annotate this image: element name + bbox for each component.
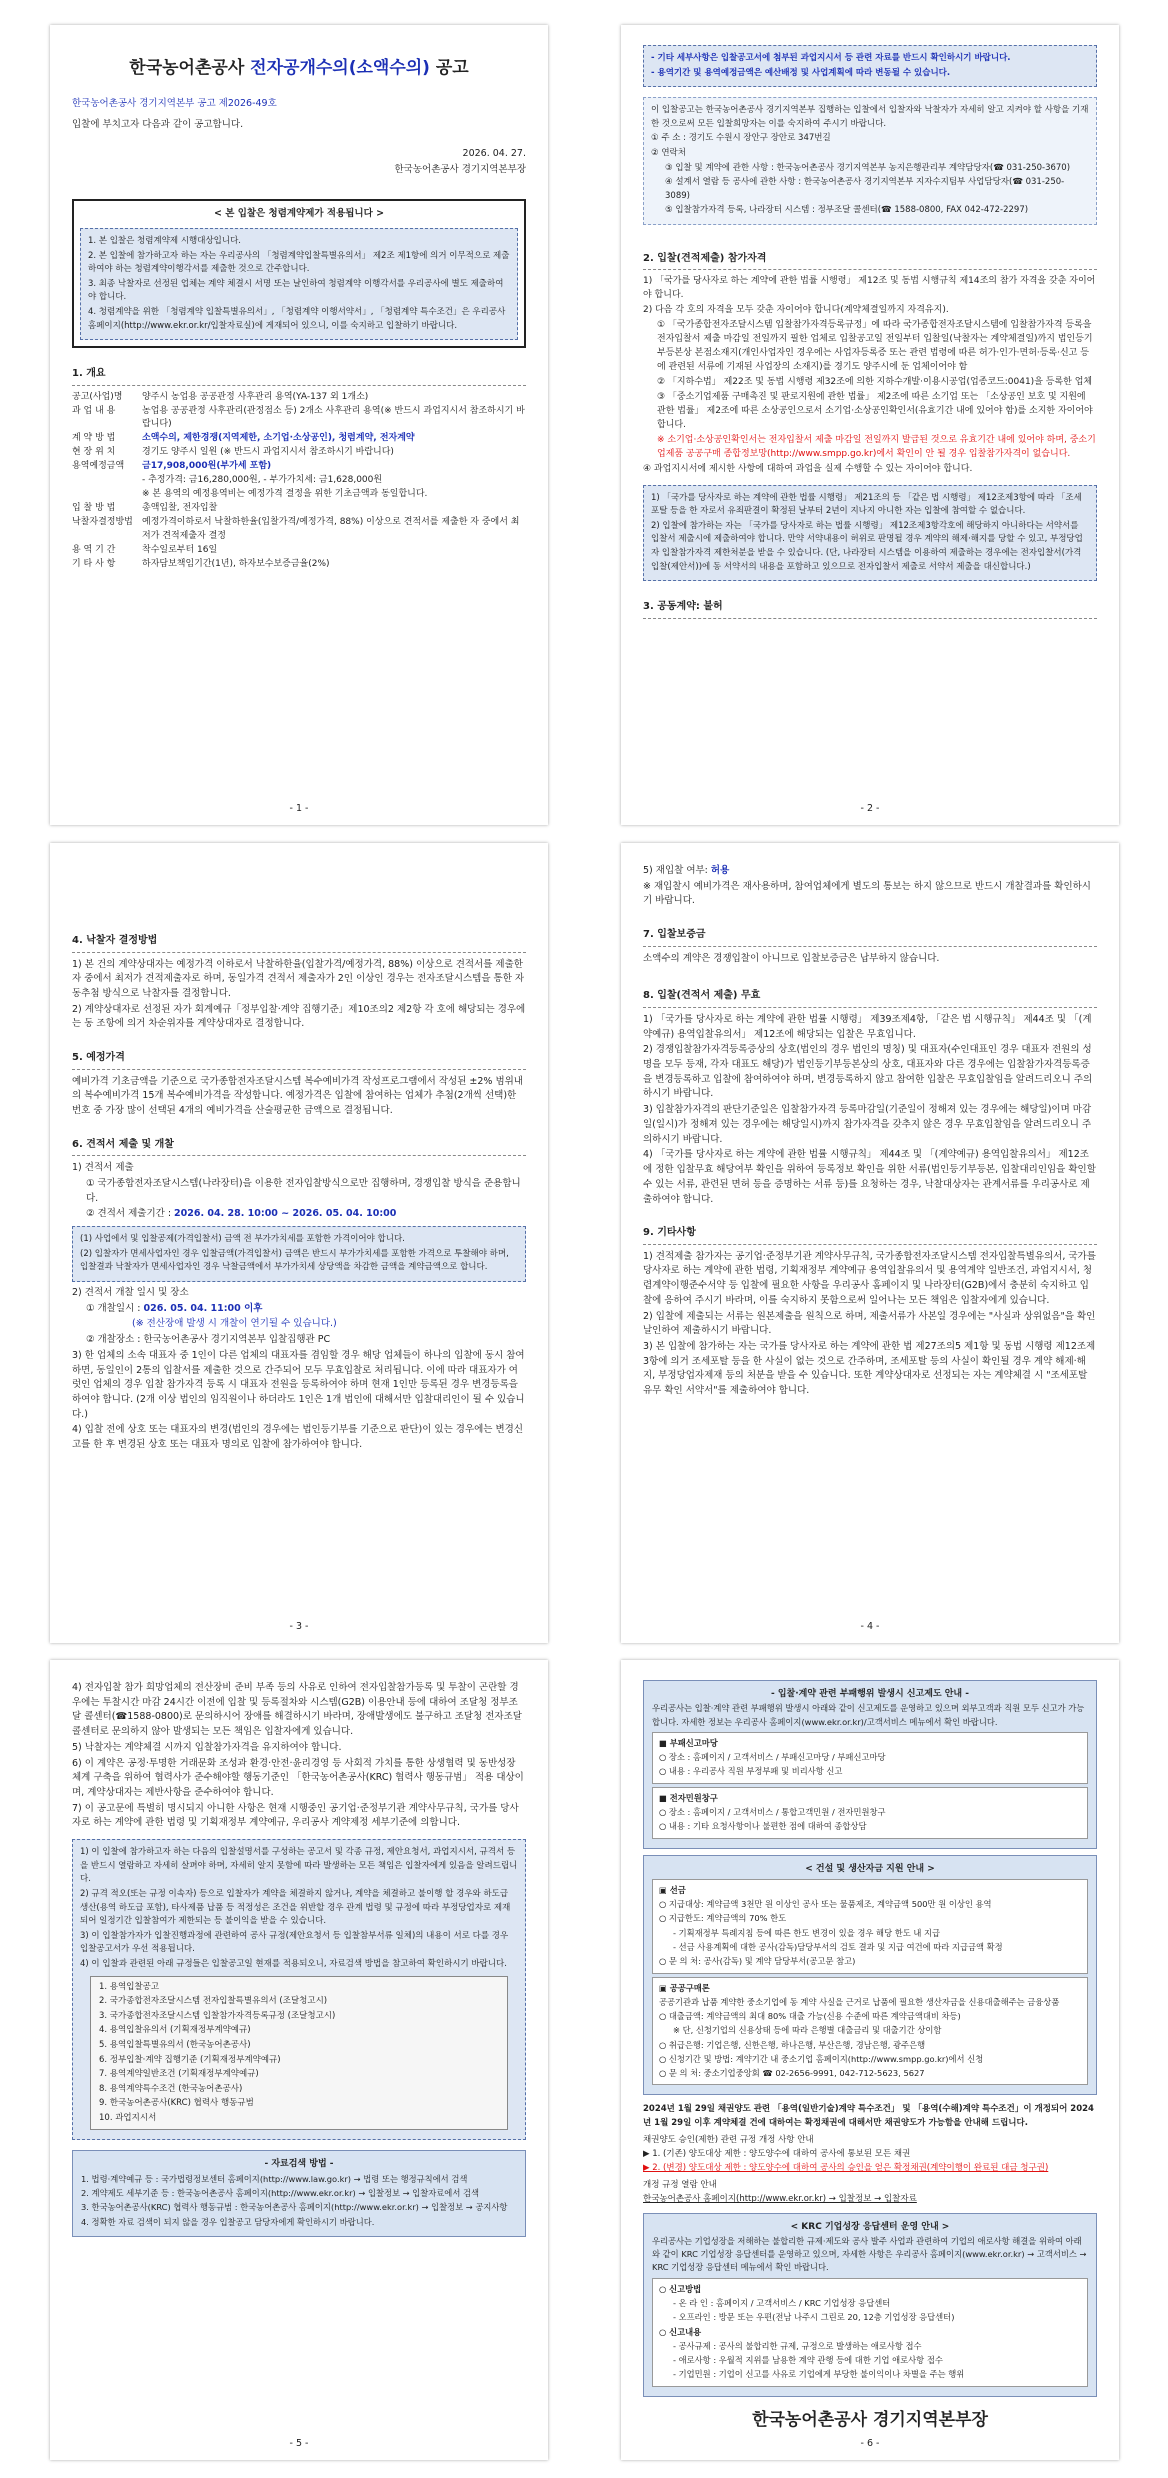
divider [643,1244,1097,1245]
qualification-item: ③ 「중소기업제품 구매촉진 및 판로지원에 관한 법률」 제2조에 따른 소기업 또는 「소상공인 보호 및 지원에 관한 법률」 제2조에 따른 소상공인으로서 소기업·소상공인확인서(유효기간 내에 있어야 함)를 소지한 자이어야 합니다. [657,391,1093,430]
invalid-item: 2) 경쟁입찰참가자격등록증상의 상호(법인의 경우 법인의 명칭) 및 대표자(수인대표인 경우 대표자 전원의 성명을 모두 등재, 각자 대표도 해당)가 법인등기부등본상의 상호, 대표자와 다른 경우에는 입찰참가자격등록증을 변경등록하고 입찰에 참여하여야 하며, 변경등록하지 않고 참여한 입찰은 무효입찰임을 알려드리오니 주의하시기 바랍니다. [643,1044,1093,1100]
growth-details [652,2278,1088,2387]
field-row [72,558,526,572]
field-row [72,391,526,405]
section-heading: 1. 개요 [72,368,106,380]
page-3 [50,843,548,1643]
title-end: 공고 [429,58,469,78]
qualification-item: ② 「지하수법」 제22조 및 동법 시행령 제32조에 의한 지하수개발·이용시공업(업종코드:0041)을 등록한 업체 [657,377,1093,387]
qualification-item: 2) 다음 각 호의 자격을 모두 갖춘 자이어야 합니다(계약체결일까지 자격유지). [643,305,949,316]
contact-item: ② 연락처 [651,147,686,158]
growth-item: - 온 라 인 : 홈페이지 / 고객서비스 / KRC 기업성장 응답센터 [673,2298,891,2309]
divider [72,1069,526,1070]
field-label: 입 찰 방 법 [72,503,116,514]
misc-item: 3) 본 입찰에 참가하는 자는 국가를 당사자로 하는 계약에 관한 법 제27조의5 제1항 및 동법 시행령 제12조제3항에 의거 조세포탈 등을 한 사실이 없는 것으로 간주하며, 조세포탈 등의 사실이 확인될 경우 계약 해제·해지, 부정당업자제재 등의 처분을 받을 수 있습니다. 또한 계약상대자로 선정되는 자는 계약체결 시 "조세포탈 유무 확인 서약서"를 제출하여야 합니다. [643,1341,1096,1397]
award-item: 1) 본 건의 계약상대자는 예정가격 이하로서 낙찰하한율(입찰가격/예정가격, 88%) 이상으로 견적서를 제출한 자 중에서 최저가 견적제출자로 하며, 동일가격 견적서 제출자가 2인 이상인 경우는 전자조달시스템을 통한 자동추첨 방식으로 낙찰자를 결정합니다. [72,958,525,999]
integrity-caption: < 본 입찰은 청렴계약제가 적용됩니다 > [213,208,385,220]
field-row [72,460,526,474]
invalid-item: 4) 「국가를 당사자로 하는 계약에 관한 법률 시행규칙」 제44조 및 「(계약예규) 용역입찰유의서」 제12조에 정한 입찰무효 해당여부 확인을 위하여 등록정보 확인을 위한 서류(법인등기부등본, 입찰대리인임을 확인할 수 있는 서류, 관련된 면허 등을 증명하는 서류 등)를 요청하는 경우, 낙찰대상자는 관계서류를 우리공사로 제출하여야 합니다. [643,1149,1096,1205]
field-row [72,432,526,446]
divider [72,385,526,386]
submission-period [72,1207,526,1222]
opening-time [72,1302,526,1317]
field-row [72,405,526,433]
field-row [72,544,526,558]
advance-item: - 선금 사용계획에 대한 공사(감독)담당부서의 검토 결과 및 지급 여건에 따라 지급금액 확정 [673,1941,1003,1952]
field-value: 총액입찰, 전자입찰 [142,503,218,514]
rebid-value: 허용 [710,865,730,876]
rule-item: 1. 용역입찰공고 [99,1981,160,1992]
page-number: - 4 - [860,1621,880,1633]
page-4 [621,843,1119,1643]
opening-heading: 2) 견적서 개찰 일시 및 장소 [72,1286,189,1298]
advance-item: - 기획재정부 특례지침 등에 따른 한도 변경이 있을 경우 해당 한도 내 지급 [673,1927,941,1938]
growth-item: - 오프라인 : 방문 또는 우편(전남 나주시 그린로 20, 12층 기업성장 응답센터) [673,2312,955,2323]
growth-intro: 우리공사는 기업성장을 저해하는 불합리한 규제·제도와 공사 발주 사업과 관련하여 기업의 애로사항 해결을 위하여 아래와 같이 KRC 기업성장 응답센터를 운영하고 있으며, 자세한 사항은 우리공사 홈페이지(www.ekr.or.kr) → 고객서비스 → KRC 기업성장 응답센터 메뉴에서 확인 바랍니다. [652,2235,1087,2273]
misc-item: 6) 이 계약은 공정·투명한 거래문화 조성과 환경·안전·윤리경영 등 사회적 가치를 통한 상생협력 및 동반성장 체계 구축을 위하여 협력사가 준수해야할 행동기준인 「한국농어촌공사(KRC) 협력사 행동규범」 적용 대상이며, 계약상대자는 제반사항을 준수하여야 합니다. [72,1757,524,1799]
page-6 [621,1660,1119,2460]
qualification-item: ① 「국가종합전자조달시스템 입찰참가자격등록규정」에 따라 국가종합전자조달시스템에 입찰참가자격 등록을 전자입찰서 제출 마감일 전일까지 필한 업체로 입찰공고일 전일부터 입찰일(낙찰자는 계약체결일)까지 법인등기부등본상 본점소재지(개인사업자인 경우에는 사업자등록증 또는 관련 법령에 따른 허가·인가·면허·등록·신고 등에 관련된 서류에 기재된 사업장의 소재지)를 경기도 양주시에 둔 업체이어야 함 [657,320,1093,373]
rule-item: 2. 국가종합전자조달시스템 전자입찰특별유의서 (조달청고시) [99,1996,328,2007]
field-label: 기 타 사 항 [72,558,116,569]
integrity-item: 1. 본 입찰은 청렴계약제 시행대상입니다. [88,235,241,246]
field-value: 금17,908,000원(부가세 포함) [142,461,272,472]
divider [72,952,526,953]
rules-list [90,1976,508,2131]
contact-item: ① 주 소 : 경기도 수원시 장안구 장안로 347번길 [651,133,831,144]
assignment-line: 채권양도 승인(제한) 관련 규정 개정 사항 안내 [643,2134,814,2145]
notice-title [72,55,526,81]
rule-item: 8. 용역계약특수조건 (한국농어촌공사) [99,2083,243,2094]
opening-note: (※ 전산장애 발생 시 개찰이 연기될 수 있습니다.) [132,1318,337,1330]
contact-item: ③ 입찰 및 계약에 관한 사항 : 한국농어촌공사 경기지역본부 농지은행관리부 계약담당자(☎ 031-250-3670) [665,162,1071,173]
field-label: 용 역 기 간 [72,544,116,555]
field-value: 착수일로부터 16일 [142,544,218,555]
rule-item: 5. 용역입찰특별유의서 (한국농어촌공사) [99,2039,251,2050]
tax-item: 1) 「국가를 당사자로 하는 계약에 관한 법률 시행령」 제21조의 등 「같은 법 시행령」 제12조제3항에 따라 「조세포탈 등을 한 자로서 유죄판결이 확정된 날부터 2년이 지나지 아니한 자는 입찰에 참여할 수 없습니다. [651,492,1082,517]
growth-item: - 기업민원 : 기업이 신고를 사유로 기업에게 부당한 불이익이나 차별을 주는 행위 [673,2369,965,2380]
invalid-item: 3) 입찰참가자격의 판단기준일은 입찰참가자격 등록마감일(기준일이 정해져 있는 경우에는 해당일)이며 마감일(일시)가 정해져 있는 경우에는 해당일시)까지 참가자격을 갖추지 않은 경우 무효입찰임을 알려드리오니 주의하시기 바랍니다. [643,1104,1092,1145]
tax-item: 2) 입찰에 참가하는 자는 「국가를 당사자로 하는 법률 시행령」 제12조제3항각호에 해당하지 아니하다는 서약서를 입찰서 제출시에 제출하여야 합니다. 만약 서약내용이 허위로 판명될 경우 계약의 해제·해지를 당할 수 있고, 부정당업자 입찰참가자격 제한처분을 받을 수 있습니다. (단, 나라장터 시스템을 이용하여 제출하는 경우에는 전자입찰서(가격입찰(제안서))에 동 서약서의 내용을 포함하고 있으므로 전자입찰서 제출로 서약서 제출을 대신합니다.) [651,520,1083,572]
field-row [72,516,526,544]
deposit-text: 소액수의 계약은 경쟁입찰이 아니므로 입찰보증금은 납부하지 않습니다. [643,952,940,964]
corruption-report-box [643,1680,1097,1849]
assignment-line: ▶ 1. (기존) 양도대상 제한 : 양도양수에 대하여 공사에 통보된 모든 채권 [643,2148,911,2159]
field-value: 양주시 농업용 공공관정 사후관리 용역(YA-137 외 1개소) [142,391,369,402]
period-value: 2026. 04. 28. 10:00 ~ 2026. 05. 04. 10:00 [174,1208,397,1220]
integrity-item: 3. 최종 낙찰자로 선정된 업체는 계약 체결시 서명 또는 날인하여 청렴계약 이행각서를 우리공사에 별도 제출하여야 합니다. [88,278,504,303]
field-value: 경기도 양주시 일원 (※ 반드시 과업지시서 참조하시기 바랍니다) [142,447,394,458]
award-item: 2) 계약상대자로 선정된 자가 회계예규「정부입찰·계약 집행기준」제10조의2 제2항 각 호에 해당되는 경우에는 동 조항에 의거 차순위자를 계약상대자로 결정합니다. [72,1003,526,1030]
section-heading: 5. 예정가격 [72,1052,125,1064]
field-value: 하자담보책임기간(1년), 하자보수보증금율(2%) [142,558,330,569]
misc-item: 2) 입찰에 제출되는 서류는 원본제출을 원칙으로 하며, 제출서류가 사본일 경우에는 "사실과 상위없음"을 확인날인하여 제출하시기 바랍니다. [643,1310,1096,1337]
vat-box [72,1226,526,1282]
section-heading: 3. 공동계약: 불허 [643,601,723,613]
notice-line: - 용역기간 및 용역예정금액은 예산배정 및 사업계획에 따라 변동될 수 있습니다. [651,67,951,78]
page-number: - 1 - [289,803,309,815]
rebid [643,864,1097,879]
notice-box [643,45,1097,87]
loan-title: ▣ 공공구매론 [659,1982,710,1993]
section-heading: 6. 견적서 제출 및 개찰 [72,1138,174,1150]
integrity-item: 4. 청렴계약을 위한 「청렴계약 입찰특별유의서」, 「청렴계약 이행서약서」, 「청렴계약 특수조건」은 우리공사 홈페이지(http://www.ekr.or.kr/입찰자료실)에 게재되어 있으니, 이를 숙지하고 입찰하기 바랍니다. [88,306,506,331]
qualification-item: 1) 「국가를 당사자로 하는 계약에 관한 법률 시행령」 제12조 및 동법 시행규칙 제14조의 참가 자격을 갖춘 자이어야 합니다. [643,276,1096,301]
advance-title: ▣ 선금 [659,1884,686,1895]
field-label: 과 업 내 용 [72,405,116,416]
period-label: ② 견적서 제출기간 : [86,1208,175,1220]
divider [643,269,1097,270]
section-heading: 7. 입찰보증금 [643,929,706,941]
search-title: - 자료검색 방법 - [264,2159,334,2170]
notice-intro: 입찰에 부치고자 다음과 같이 공고합니다. [72,119,244,131]
rule-item: 7. 용역계약일반조건 (기획재정부계약예규) [99,2069,259,2080]
opening-label: ① 개찰일시 : [86,1302,144,1314]
field-row [72,502,526,516]
growth-item: - 공사규제 : 공사의 불합리한 규제, 규정으로 발생하는 애로사항 접수 [673,2340,922,2351]
assignment-title: 2024년 1월 29일 채권양도 관련 「용역(일반기술)계약 특수조건」 및 「용역(수해)계약 특수조건」이 개정되어 2024년 1월 29일 이후 계약체결 건에 대하여는 확정채권에 대해서만 채권양도가 가능함을 안내해 드립니다. [643,2104,1094,2128]
divider [643,946,1097,947]
submission-heading: 1) 견적서 제출 [72,1162,134,1174]
growth-center-box [643,2213,1097,2397]
loan-item: ※ 단, 신청기업의 신용상태 등에 따라 은행별 대출금리 및 대출기간 상이함 [673,2025,942,2036]
growth-subtitle: ○ 신고방법 [659,2283,702,2294]
integrity-item: 2. 본 입찰에 참가하고자 하는 자는 우리공사의 「청렴계약입찰특별유의서」 제2조 제1항에 의거 이무적으로 제출하여야 하는 청렴계약이행각서를 제출한 것으로 간주합니다. [88,250,510,275]
misc-item: 1) 견적제출 참가자는 공기업·준정부기관 계약사무규칙, 국가종합전자조달시스템 전자입찰특별유의서, 국가를 당사자로 하는 계약에 관한 법령, 기획재정부 계약예규 용역입찰유의서 및 용역계약 일반조건, 과업지시서, 청렴계약이행준수서약 등 입찰에 필요한 사항을 우리공사 홈페이지 및 나라장터(G2B)에서 충분히 숙지하고 입찰에 응하여 주시기 바라며, 이를 숙지하지 못함으로써 일어나는 모든 책임은 입찰자에게 있습니다. [643,1250,1096,1306]
rule-item: 4. 용역입찰유의서 (기획재정부계약예규) [99,2025,251,2036]
search-item: 2. 계약제도 세부기준 등 : 한국농어촌공사 홈페이지(http://www.ekr.or.kr) → 입찰정보 → 입찰자료에서 검색 [81,2188,480,2199]
price-text: 예비가격 기초금액을 기준으로 국가종합전자조달시스템 복수예비가격 작성프로그램에서 작성된 ±2% 범위내의 복수예비가격 15개 복수예비가격을 작성합니다. 예정가격은 입찰에 참여하는 업체가 추첨(2개씩 선택)한 번호 중 가장 많이 선택된 4개의 예비가격을 산술평균한 금액으로 결정됩니다. [72,1075,523,1117]
channel-item: ○ 내용 : 우리공사 직원 부정부패 및 비리사항 신고 [659,1766,843,1777]
public-loan [652,1977,1088,2086]
bidder-guidance-box [72,1839,526,2140]
section-heading: 8. 입찰(견적서 제출) 무효 [643,990,761,1002]
report-channel [652,1787,1088,1839]
assignment-notice [643,2103,1097,2206]
integrity-frame [72,199,526,348]
section-heading: 4. 낙찰자 결정방법 [72,935,158,946]
rebid-note: ※ 재입찰시 예비가격은 재사용하며, 참여업체에게 별도의 통보는 하지 않으므로 반드시 개찰결과를 확인하시기 바랍니다. [643,880,1091,907]
channel-item: ○ 내용 : 기타 요청사항이나 불편한 점에 대하여 종합상담 [659,1821,867,1832]
field-value: 소액수의, 제한경쟁(지역제한, 소기업·소상공인), 청렴계약, 전자계약 [142,433,415,444]
loan-item: ○ 신청기간 및 방법: 계약기간 내 중소기업 홈페이지(http://www.smpp.go.kr)에서 신청 [659,2053,984,2064]
contact-intro: 이 입찰공고는 한국농어촌공사 경기지역본부 집행하는 입찰에서 입찰자와 낙찰자가 자세히 알고 지켜야 할 사항을 기재한 것으로써 모든 입찰희망자는 이를 숙지하여 주시기 바랍니다. [651,105,1089,129]
submission-item: ① 국가종합전자조달시스템(나라장터)을 이용한 전자입찰방식으로만 집행하며, 경쟁입찰 방식을 준용합니다. [86,1177,521,1204]
assignment-line: 개정 규정 열람 안내 [643,2180,717,2191]
advance-item: ○ 지급한도: 계약금액의 70% 한도 [659,1913,787,1924]
search-method-box [72,2150,526,2236]
field-value: - 추정가격: 금16,280,000원, - 부가가치세: 금1,628,000원 [142,475,383,486]
opening-place: ② 개찰장소 : 한국농어촌공사 경기지역본부 입찰집행관 PC [86,1334,331,1346]
assignment-link[interactable]: 한국농어촌공사 홈페이지(http://www.ekr.or.kr) → 입찰정보 → 입찰자료 [643,2194,917,2205]
page-number: - 2 - [860,803,880,815]
notice-date: 2026. 04. 27. [462,147,526,159]
advance-item: ○ 지급대상: 계약금액 3천만 원 이상인 공사 또는 물품제조, 계약금액 500만 원 이상인 용역 [659,1899,992,1910]
field-label: 계 약 방 법 [72,433,116,444]
qualification-item: ④ 과업지시서에 제시한 사항에 대하여 과업을 실제 수행할 수 있는 자이어야 합니다. [643,463,973,474]
guidance-item: 2) 규격 적오(또는 규정 이속자) 등으로 입찰자가 계약을 체결하지 않거나, 계약을 체결하고 불이행 할 경우와 하도급 생산(용역 하도급 포함), 타사제품 납품 등 적정성은 조건을 위반할 경우 관계 법령 및 규정에 따라 부정당업자로 제재되어 일정기간 입찰참여가 제한되는 등 불이익을 받을 수 있습니다. [80,1888,511,1927]
rule-item: 10. 과업지시서 [99,2112,157,2123]
divider [643,1007,1097,1008]
overview-fields [72,391,526,572]
section-heading: 9. 기타사항 [643,1227,696,1239]
section-heading: 2. 입찰(견적제출) 참가자격 [643,252,767,264]
field-value: ※ 본 용역의 예정용역비는 예정가격 결정을 위한 기초금액과 동일합니다. [142,489,428,500]
guidance-item: 1) 이 입찰에 참가하고자 하는 다음의 입찰설명서를 구성하는 공고서 및 각종 규정, 제안요청서, 과업지시서, 규격서 등을 반드시 열람하고 자세히 살펴야 하며, 자세히 알지 못함에 따라 발생하는 모든 책임은 입찰자에게 있음을 알려드립니다. [80,1847,518,1885]
page-number: - 3 - [289,1621,309,1633]
opening-value: 026. 05. 04. 11:00 이후 [143,1302,263,1314]
funding-box [643,1855,1097,2096]
title-org: 한국농어촌공사 [129,58,245,78]
search-item: 1. 법령·계약예규 등 : 국가법령정보센터 홈페이지(http://www.law.go.kr) → 법령 또는 행정규칙에서 검색 [81,2173,468,2184]
field-row [72,488,526,502]
channel-title: ■ 부패신고마당 [659,1737,718,1748]
vat-item: (2) 입찰자가 면세사업자인 경우 입찰금액(가격입찰서) 금액은 반드시 부가가치세를 포함한 가격으로 투찰해야 하며, 입찰결과 낙찰자가 면세사업자인 경우 낙찰금액에서 부가가치세 상당액을 차감한 금액을 계약금액으로 합니다. [80,1248,509,1273]
search-item: 3. 한국농어촌공사(KRC) 협력사 행동규범 : 한국농어촌공사 홈페이지(http://www.ekr.or.kr) → 입찰정보 → 공지사항 [81,2202,508,2213]
channel-item: ○ 장소 : 홈페이지 / 고객서비스 / 부패신고마당 / 부패신고마당 [659,1752,886,1763]
field-label [72,488,142,502]
page-5 [50,1660,548,2460]
field-label: 용역예정금액 [72,461,125,472]
search-item: 4. 정확한 자료 검색이 되지 않을 경우 입찰공고 담당자에게 확인하시기 바랍니다. [81,2216,375,2227]
loan-item: ○ 문 의 처: 중소기업중앙회 ☎ 02-2656-9991, 042-712-5623, 5627 [659,2068,925,2079]
rule-item: 6. 정부입찰·계약 집행기준 (기획재정부계약예규) [99,2054,281,2065]
qualification-list [643,275,1097,476]
growth-subtitle: ○ 신고내용 [659,2326,702,2337]
integrity-box [80,228,518,340]
notice-line: - 기타 세부사항은 입찰공고서에 첨부된 과업지시서 등 관련 자료를 반드시 확인하시기 바랍니다. [651,53,1011,63]
qualification-note: ※ 소기업·소상공인확인서는 전자입찰서 제출 마감일 전일까지 발급된 것으로 유효기간 내에 있어야 하며, 중소기업제품 공공구매 종합정보망(http://www.smpp.go.kr)에서 확인이 안 될 경우 입찰참가자격이 없습니다. [657,434,1096,459]
assignment-line: ▶ 2. (변경) 양도대상 제한 : 양도양수에 대하여 공사의 승인을 얻은 확정채권(계약이행이 완료된 대금 청구권) [643,2163,1049,2174]
contact-box [643,97,1097,225]
channel-title: ■ 전자민원창구 [659,1792,718,1803]
misc-item: 7) 이 공고문에 특별히 명시되지 아니한 사항은 현재 시행중인 공기업·준정부기관 계약사무규칙, 국가를 당사자로 하는 계약에 관한 법령 및 기획재정부 계약예규, 우리공사 계약제정 세부기준에 의합니다. [72,1802,519,1829]
growth-title: < KRC 기업성장 응답센터 운영 안내 > [790,2221,950,2232]
page-number: - 5 - [289,2438,309,2450]
report-channel [652,1732,1088,1784]
report-title: - 입찰·계약 관련 부패행위 발생시 신고제도 안내 - [770,1689,969,1699]
field-value: 농업용 공공관정 사후관리(관정점소 등) 2개소 사후관리 용역(※ 반드시 과업지시서 참조하시기 바랍니다) [142,405,525,430]
notice-number: 한국농어촌공사 경기지역본부 공고 제2026-49호 [72,98,277,110]
field-row [72,474,526,488]
notice-issuer: 한국농어촌공사 경기지역본부장 [394,163,526,175]
guidance-item: 3) 이 입찰참가자가 입찰진행과정에 관련하여 공사 규정(제안요청서 등 입찰참부서류 일체)의 내용이 서로 다를 경우 입찰공고서가 우선 적용됩니다. [80,1930,509,1955]
tax-evasion-box [643,485,1097,582]
report-intro: 우리공사는 입찰·계약 관련 부패행위 발생시 아래와 같이 신고제도를 운영하고 있으며 외부고객과 직원 모두 신고가 가능합니다. 자세한 정보는 우리공사 홈페이지(www.ekr.or.kr)/고객서비스 메뉴에서 확인 바랍니다. [652,1703,1085,1727]
title-highlight: 전자공개수의(소액수의) [250,58,430,78]
field-value: 예정가격이하로서 낙찰하한율(입찰가격/예정가격, 88%) 이상으로 견적서를 제출한 자 중에서 최저가 견적제출자 결정 [142,517,520,541]
invalid-item: 1) 「국가를 당사자로 하는 계약에 관한 법률 시행령」 제39조제4항, 「같은 법 시행규칙」 제44조 및 「(계약예규) 용역입찰유의서」 제12조에 해당되는 입찰은 무효입니다. [643,1013,1092,1040]
page-1 [50,25,548,825]
contact-item: ④ 설계서 열람 등 공사에 관한 사항 : 한국농어촌공사 경기지역본부 지자수지팀부 사업담당자(☎ 031-250-3089) [665,177,1065,201]
growth-item: - 애로사항 : 우월적 지위를 남용한 계약 관행 등에 대한 기업 애로사항 접수 [673,2355,943,2366]
signature: 한국농어촌공사 경기지역본부장 [752,2409,988,2430]
loan-item: ○ 대출금액: 계약금액의 최대 80% 대출 가능(신용 수준에 따른 계약금액대비 차등) [659,2011,961,2022]
rule-item: 9. 한국농어촌공사(KRC) 협력사 행동규범 [99,2098,254,2109]
name-change-rule: 4) 입찰 전에 상호 또는 대표자의 변경(법인의 경우에는 법인등기부를 기준으로 판단)이 있는 경우에는 변경신고를 한 후 변경된 상호 또는 대표자 명의로 입찰에 참가하여야 합니다. [72,1424,524,1451]
misc-item: 5) 낙찰자는 계약체결 시까지 입찰참가자격을 유지하여야 합니다. [72,1741,342,1753]
page-number: - 6 - [860,2438,880,2450]
page-2 [621,25,1119,825]
field-label: 현 장 위 치 [72,447,116,458]
field-label [72,474,142,488]
field-label: 낙찰자결정방법 [72,517,133,528]
channel-item: ○ 장소 : 홈페이지 / 고객서비스 / 통합고객민원 / 전자민원창구 [659,1806,886,1817]
advance-item: ○ 문 의 처: 공사(감독) 및 계약 담당부서(공고문 참고) [659,1956,856,1967]
rule-item: 3. 국가종합전자조달시스템 입찰참가자격등록규정 (조달청고시) [99,2010,336,2021]
field-label: 공고(사업)명 [72,391,123,402]
vat-item: (1) 사업에서 및 입찰공제(가격입찰서) 금액 전 부가가치세를 포함한 가격이어야 합니다. [80,1234,405,1245]
contact-item: ⑤ 입찰참가자격 등록, 나라장터 시스템 : 정부조달 콜센터(☎ 1588-0800, FAX 042-472-2297) [665,205,1029,216]
loan-item: ○ 취급은행: 기업은행, 신한은행, 하나은행, 부산은행, 경남은행, 광주은행 [659,2039,926,2050]
divider [72,1155,526,1156]
loan-text: 공공기관과 납품 계약한 중소기업에 동 계약 사실을 근거로 납품에 필요한 생산자금을 신용대출해주는 금융상품 [659,1996,1060,2007]
guidance-item: 4) 이 입찰과 관련된 아래 규정들은 입찰공고일 현재를 적용되오니, 자료검색 방법을 참고하여 확인하시기 바랍니다. [80,1958,507,1969]
field-row [72,446,526,460]
misc-item: 4) 전자입찰 참가 희망업체의 전산장비 준비 부족 등의 사유로 인하여 전자입찰참가등록 및 투찰이 곤란할 경우에는 투찰시간 마감 24시간 이전에 입찰 및 등록절차와 시스템(G2B) 이용안내 등에 대하여 조달청 정부조달 콜센터(☎1588-0800)로 문의하시어 장애를 해결하시기 바라며, 장애발생에도 불구하고 조달청 전자조달 콜센터로 문의하지 않아 발생되는 모든 책임은 입찰자에게 있습니다. [72,1682,522,1738]
advance-payment [652,1879,1088,1974]
rep-rule: 3) 한 업체의 소속 대표자 중 1인이 다른 업체의 대표자를 겸임할 경우 해당 업체들이 하나의 입찰에 동시 참여하면, 동일인이 2통의 입찰서를 제출한 것으로 간주되어 모두 무효입찰로 처리됩니다. 이에 따라 대표자가 여럿인 업체의 경우 입찰 참가자격 등록 시 대표자 전원을 등록하여야 하며 현재 1인만 등록된 경우 변경등록을 하여야 합니다. (2개 이상 법인의 임직원이나 하더라도 1인은 1개 법인에 대해서만 입찰대리인이 될 수 있습니다.) [72,1349,525,1420]
funding-title: < 건설 및 생산자금 지원 안내 > [805,1863,935,1874]
divider [643,618,1097,619]
rebid-label: 5) 재입찰 여부: [643,865,711,876]
